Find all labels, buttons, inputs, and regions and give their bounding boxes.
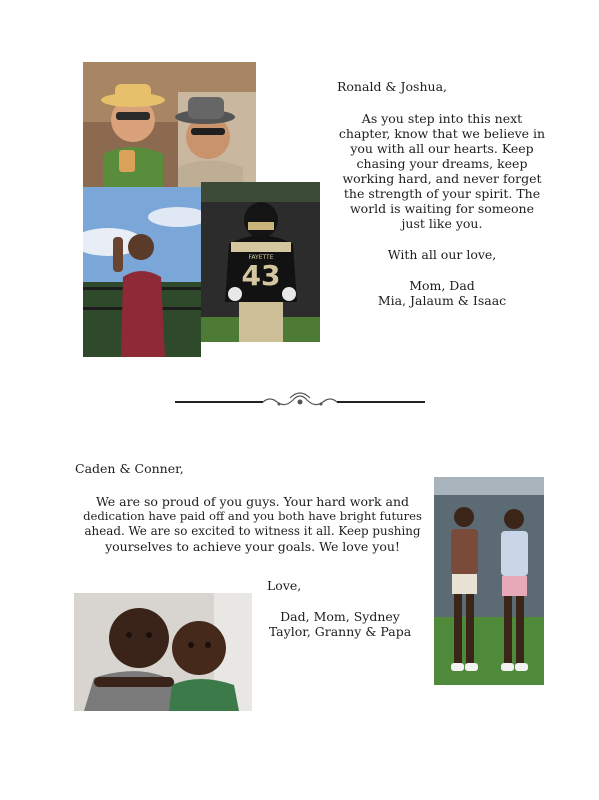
body-line: We are so proud of you guys. Your hard work and: [95, 494, 410, 509]
greeting-ronald-joshua: Ronald & Joshua,: [337, 79, 447, 94]
jersey-number: 43: [241, 259, 281, 292]
message-body-1: [337, 111, 547, 308]
body-line: yourselves to achieve your goals. We love you!: [105, 539, 400, 554]
body-line: you with all our hearts. Keep: [350, 141, 534, 156]
photo-boys-hats: [83, 62, 256, 187]
closing-love: Love,: [267, 578, 302, 593]
ornamental-divider: [175, 388, 425, 416]
signature-line-1: Dad, Mom, Sydney: [280, 609, 400, 624]
body-line: dedication have paid off and you both have bright futures: [83, 509, 422, 523]
photo-football-player: [201, 182, 320, 342]
greeting-caden-conner: Caden & Conner,: [75, 461, 184, 476]
body-line: working hard, and never forget: [342, 171, 542, 186]
body-line: As you step into this next: [361, 111, 523, 126]
photo-boy-sky: [83, 187, 201, 357]
signature-line-2: Taylor, Granny & Papa: [268, 624, 412, 639]
jersey-team: FAYETTE: [248, 254, 274, 261]
body-line: chasing your dreams, keep: [356, 156, 528, 171]
body-line: ahead. We are so excited to witness it all. Keep pushing: [84, 524, 421, 538]
photo-two-brothers: [74, 593, 252, 711]
signature-line-1: Mom, Dad: [409, 278, 475, 293]
body-line: just like you.: [401, 216, 483, 231]
message-body-2: [75, 494, 430, 554]
photo-two-young-men: [434, 477, 544, 685]
message-section-2: [75, 461, 435, 554]
closing-block-2: [255, 578, 425, 639]
body-line: world is waiting for someone: [349, 201, 535, 216]
closing-with-love: With all our love,: [387, 247, 497, 262]
signature-line-2: Mia, Jalaum & Isaac: [377, 293, 507, 308]
message-section-1: [337, 79, 547, 308]
body-line: the strength of your spirit. The: [343, 186, 541, 201]
body-line: chapter, know that we believe in: [338, 126, 546, 141]
